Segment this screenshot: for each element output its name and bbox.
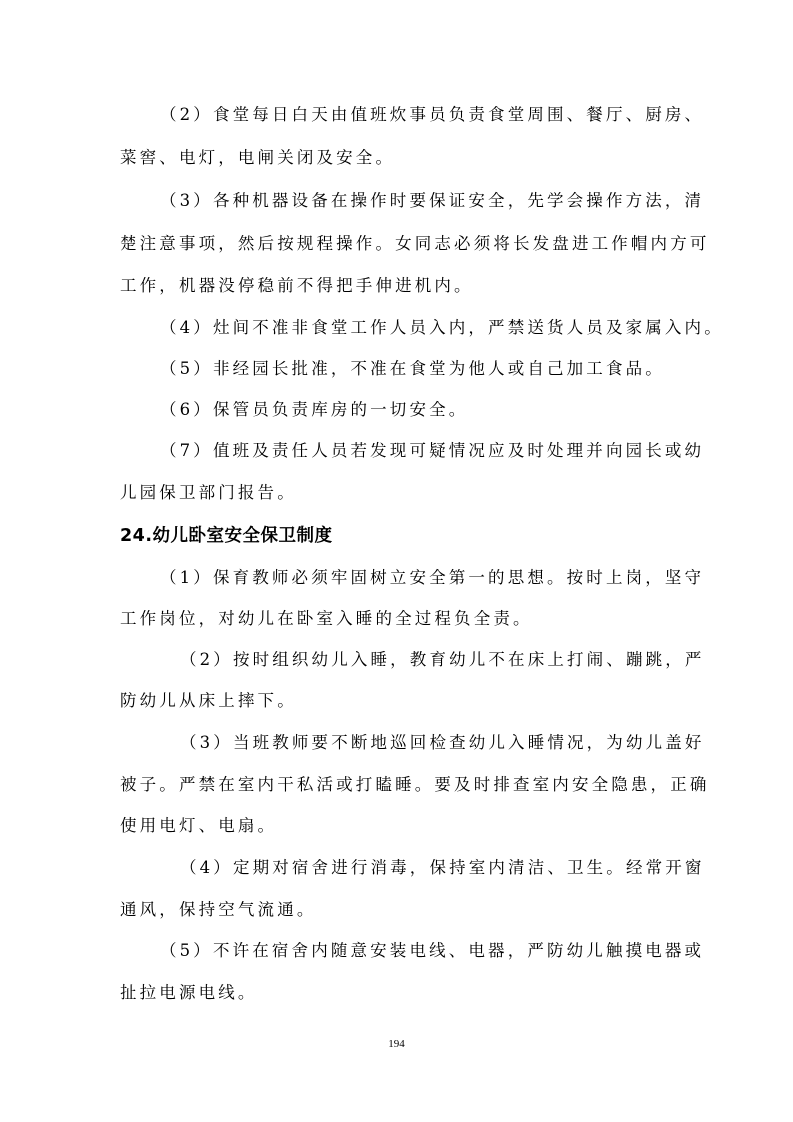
paragraph-line: 楚注意事项，然后按规程操作。女同志必须将长发盘进工作帽内方可 bbox=[120, 234, 710, 253]
paragraph-line: 工作，机器没停稳前不得把手伸进机内。 bbox=[120, 276, 474, 295]
section-heading: 24.幼儿卧室安全保卫制度 bbox=[120, 526, 333, 546]
paragraph-line: （1）保育教师必须牢固树立安全第一的思想。按时上岗，坚守 bbox=[160, 568, 705, 587]
paragraph-line: （5）非经园长批准，不准在食堂为他人或自己加工食品。 bbox=[160, 359, 665, 378]
paragraph-line: 儿园保卫部门报告。 bbox=[120, 483, 297, 502]
paragraph-line: （3）各种机器设备在操作时要保证安全，先学会操作方法，清 bbox=[160, 191, 705, 210]
paragraph-line: （2）按时组织幼儿入睡，教育幼儿不在床上打闹、蹦跳，严 bbox=[180, 650, 705, 669]
paragraph-line: （4）灶间不准非食堂工作人员入内，严禁送货人员及家属入内。 bbox=[160, 318, 724, 337]
paragraph-line: （4）定期对宿舍进行消毒，保持室内清洁、卫生。经常开窗 bbox=[180, 858, 705, 877]
paragraph-line: 防幼儿从床上摔下。 bbox=[120, 691, 297, 710]
paragraph-line: （3）当班教师要不断地巡回检查幼儿入睡情况，为幼儿盖好 bbox=[180, 733, 705, 752]
paragraph-line: （2）食堂每日白天由值班炊事员负责食堂周围、餐厅、厨房、 bbox=[160, 105, 705, 124]
paragraph-line: 工作岗位，对幼儿在卧室入睡的全过程负全责。 bbox=[120, 609, 533, 628]
paragraph-line: （7）值班及责任人员若发现可疑情况应及时处理并向园长或幼 bbox=[160, 441, 705, 460]
paragraph-line: 被子。严禁在室内干私活或打瞌睡。要及时排查室内安全隐患，正确 bbox=[120, 775, 710, 794]
paragraph-line: （5）不许在宿舍内随意安装电线、电器，严防幼儿触摸电器或 bbox=[160, 941, 705, 960]
paragraph-line: 扯拉电源电线。 bbox=[120, 983, 258, 1002]
paragraph-line: （6）保管员负责库房的一切安全。 bbox=[160, 400, 469, 419]
page-number: 194 bbox=[388, 1038, 405, 1050]
paragraph-line: 使用电灯、电扇。 bbox=[120, 816, 278, 835]
paragraph-line: 通风，保持空气流通。 bbox=[120, 900, 317, 919]
paragraph-line: 菜窖、电灯，电闸关闭及安全。 bbox=[120, 148, 396, 167]
